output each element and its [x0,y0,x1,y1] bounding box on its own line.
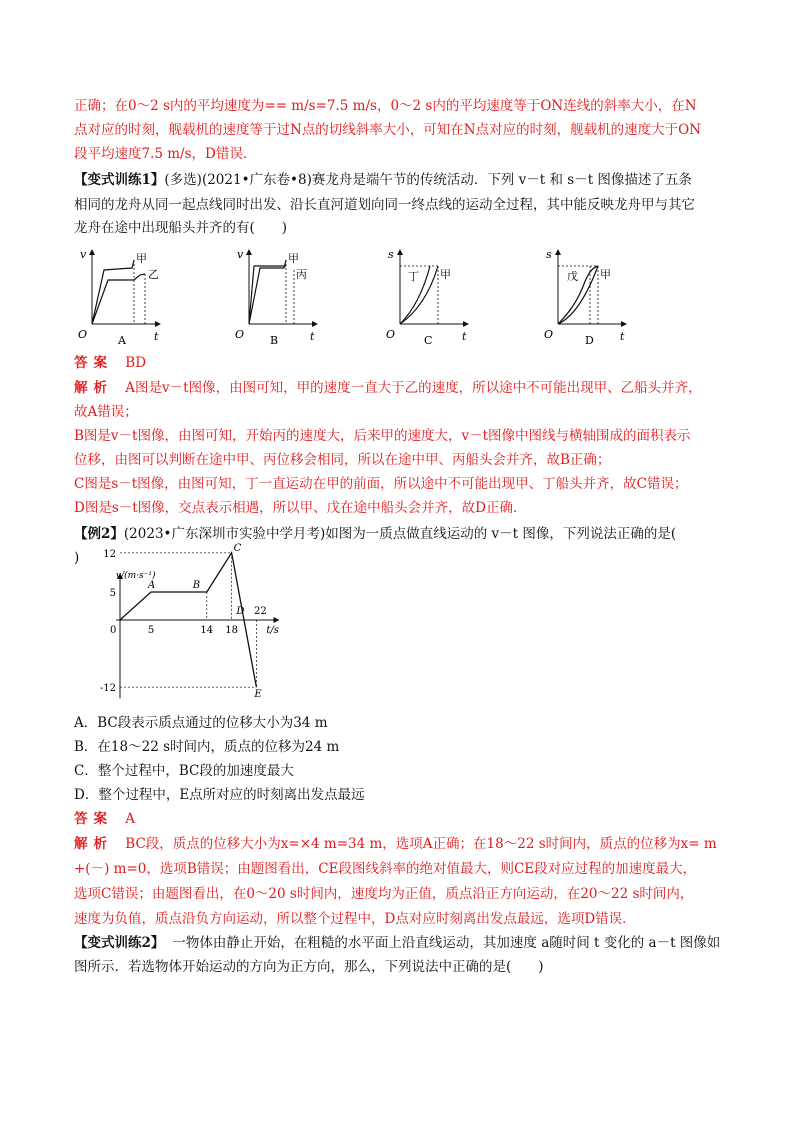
y-tick-label: -12 [99,683,116,695]
answer-line [74,809,135,829]
x-tick-label: 5 [147,625,155,636]
series-label: 戊 [567,270,578,283]
axis-s-label: s [388,248,394,261]
series-label: 乙 [148,268,159,281]
x-axis-label: t/s [266,625,279,636]
x-tick-label: 18 [225,625,238,636]
explanation-line: 速度为负值，质点沿负方向运动，所以整个过程中，D点对应时刻离出发点最远，选项D错误． [74,911,636,927]
question-line [74,170,692,190]
answer-label: 答案 [74,355,113,371]
x-tick-label: 14 [200,625,214,636]
origin-label: O [544,328,554,341]
series-label: 甲 [600,268,611,281]
question-line [74,524,676,544]
origin-label: O [386,328,396,341]
explanation-line: +(－) m=0，选项B错误；由题图看出，CE段图线斜率的绝对值最大，则CE段对应过程的加速度最大， [74,861,697,877]
y-tick-label: 12 [103,548,116,560]
question-line [74,933,720,953]
figure-caption-d: D [585,334,594,347]
axis-t-label: t [310,330,315,343]
origin-label: 0 [110,625,117,636]
explanation-line: 位移，由图可以判断在途中甲、丙位移会相同，所以在途中甲、丙船头会并齐，故B正确； [74,452,611,468]
answer-label: 答案 [74,811,113,827]
series-label: 甲 [440,268,451,281]
explanation-line: 解析 BC段，质点的位移大小为x=×4 m=34 m，选项A正确；在18～22 s时间内，质点的位移为x= m [74,836,717,852]
series-label: 甲 [136,252,147,265]
explanation-line: B图是v－t图像，由图可知，开始丙的速度大，后来甲的速度大，v－t图像中图线与横轴围成的面积表示 [74,428,691,444]
question-line: 相同的龙舟从同一起点线同时出发、沿长直河道划向同一终点线的运动全过程，其中能反映龙舟甲与其它 [74,197,695,213]
option-d: D．整个过程中，E点所对应的时刻离出发点最远 [74,787,365,803]
question-line: 龙舟在途中出现船头并齐的有( ) [74,220,288,236]
x-tick-label: 22 [254,606,267,617]
y-tick-label: 5 [109,588,116,599]
answer-value: BD [125,355,147,371]
origin-label: O [235,328,245,341]
point-label-b: B [192,580,201,591]
explanation-line: 选项C错误；由题图看出，在0～20 s时间内，速度均为正值，质点沿正方向运动，在20～22 s时间内， [74,886,694,902]
option-a: A．BC段表示质点通过的位移大小为34 m [74,715,328,731]
option-c: C．整个过程中，BC段的加速度最大 [74,763,294,779]
series-label: 甲 [288,252,299,265]
axis-t-label: t [620,330,625,343]
question-line: ) [74,550,80,566]
point-label-a: A [148,580,156,591]
point-label-c: C [233,542,242,554]
answer-value: A [125,811,136,827]
explanation-label: 解析 [74,836,113,852]
axis-v-label: v [237,248,244,261]
text-line: 正确；在0～2 s内的平均速度为== m/s=7.5 m/s，0～2 s内的平均速度等于ON连线的斜率大小，在N [74,98,697,114]
axis-s-label: s [546,248,552,261]
explanation-line: C图是s－t图像，由图可知，丁一直运动在甲的前面，所以途中不可能出现甲、丁船头并齐，故C错误； [74,476,688,492]
explanation-line: D图是s－t图像，交点表示相遇，所以甲、戊在途中船头会并齐，故D正确． [74,500,527,516]
question-text: (多选)(2021•广东卷•8)赛龙舟是端午节的传统活动．下列 v－t 和 s－t 图像描述了五条 [164,172,692,188]
series-label: 丁 [408,270,419,283]
figure-caption-b: B [270,334,279,347]
figure-b [235,248,317,343]
question-tag: 【变式训练2】 [74,935,165,951]
option-b: B．在18～22 s时间内，质点的位移为24 m [74,739,340,755]
chart-axes [116,574,278,701]
answer-line [74,353,146,373]
explanation-line: 解析 A图是v－t图像，由图可知，甲的速度一直大于乙的速度，所以途中不可能出现甲、乙船头并齐， [74,380,702,396]
text-line: 点对应的时刻，舰载机的速度等于过N点的切线斜率大小，可知在N点对应的时刻，舰载机的速度大于ON [74,122,702,138]
question-text: (2023•广东深圳市实验中学月考)如图为一质点做直线运动的 v－t 图像，下列说法正确的是( [123,526,677,542]
text-line: 段平均速度7.5 m/s，D错误． [74,146,257,162]
question-tag: 【例2】 [74,526,124,542]
vt-chart [74,542,279,704]
figure-c [386,248,468,343]
figure-row-abcd [74,244,634,348]
axis-t-label: t [154,330,159,343]
axis-v-label: v [80,248,87,261]
axis-t-label: t [462,330,467,343]
y-axis-label: v/(m·s⁻¹) [116,571,156,581]
figure-d [544,248,626,343]
origin-label: O [78,328,88,341]
question-tag: 【变式训练1】 [74,172,165,188]
figure-caption-c: C [424,334,433,347]
explanation-label: 解析 [74,380,113,396]
explanation-line: 故A错误； [74,404,138,420]
figure-a [78,248,160,343]
point-label-e: E [254,689,262,701]
point-label-d: D [236,606,245,617]
series-label: 丙 [296,268,307,281]
question-line: 图所示．若选物体开始运动的方向为正方向，那么，下列说法中正确的是( ) [74,959,544,975]
figure-caption-a: A [118,334,126,347]
question-text: 一物体由静止开始，在粗糙的水平面上沿直线运动，其加速度 a随时间 t 变化的 a－t 图像如 [172,935,721,951]
